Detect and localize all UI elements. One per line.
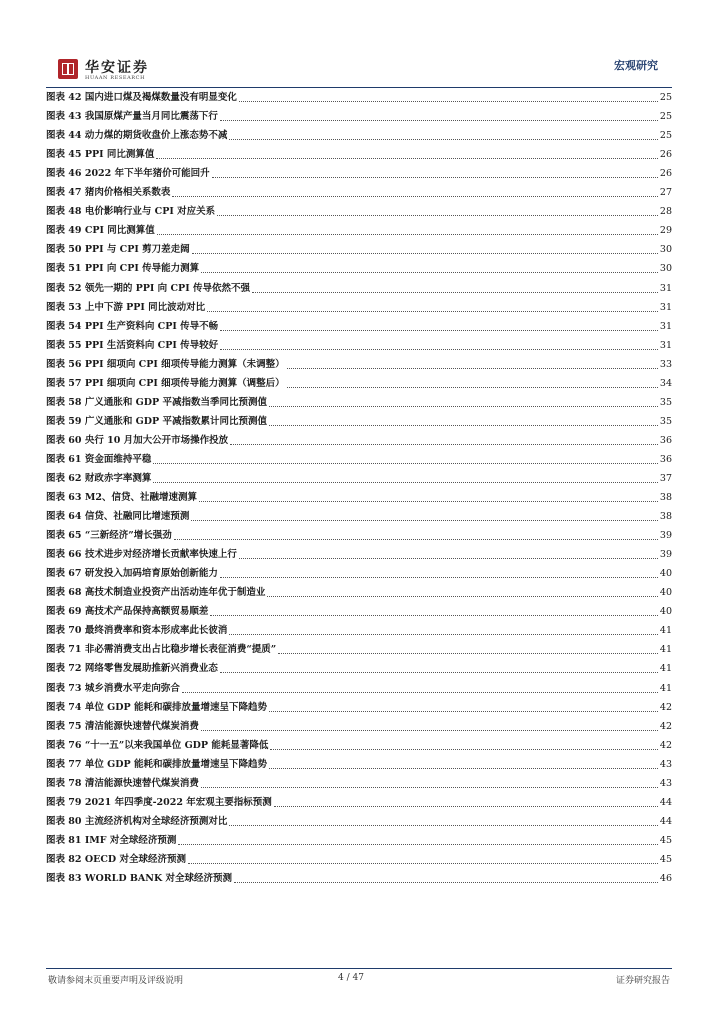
toc-dot-leader bbox=[267, 595, 658, 597]
toc-entry[interactable] bbox=[46, 374, 672, 393]
toc-dot-leader bbox=[201, 786, 658, 788]
toc-entry-page[interactable]: 31 bbox=[659, 301, 672, 313]
toc-entry-label[interactable]: 图表 43 我国原煤产量当月同比震荡下行 bbox=[46, 111, 218, 123]
toc-entry-label[interactable]: 图表 52 领先一期的 PPI 向 CPI 传导依然不强 bbox=[46, 282, 250, 294]
toc-entry[interactable] bbox=[46, 355, 672, 374]
toc-entry-label[interactable]: 图表 63 M2、信贷、社融增速测算 bbox=[46, 492, 197, 504]
toc-entry-label[interactable]: 图表 73 城乡消费水平走向弥合 bbox=[46, 682, 180, 694]
toc-entry-page[interactable]: 30 bbox=[659, 263, 672, 275]
toc-dot-leader bbox=[269, 405, 658, 407]
toc-entry-label[interactable]: 图表 51 PPI 向 CPI 传导能力测算 bbox=[46, 263, 200, 275]
logo-seal-icon bbox=[58, 59, 78, 79]
toc-dot-leader bbox=[201, 729, 658, 731]
toc-dot-leader bbox=[212, 176, 658, 178]
toc-entry-label[interactable]: 图表 83 WORLD BANK 对全球经济预测 bbox=[46, 872, 233, 884]
toc-entry-label[interactable]: 图表 54 PPI 生产资料向 CPI 传导不畅 bbox=[46, 320, 219, 332]
toc-dot-leader bbox=[229, 633, 658, 635]
toc-entry-page[interactable]: 41 bbox=[659, 663, 672, 675]
table-of-figures bbox=[46, 88, 672, 888]
toc-entry-page[interactable]: 41 bbox=[659, 682, 672, 694]
toc-entry-label[interactable]: 图表 42 国内进口煤及褐煤数量没有明显变化 bbox=[46, 92, 237, 104]
toc-dot-leader bbox=[234, 881, 658, 883]
toc-entry[interactable] bbox=[46, 393, 672, 412]
toc-entry[interactable] bbox=[46, 736, 672, 755]
toc-entry-page[interactable]: 42 bbox=[659, 701, 672, 713]
toc-entry-page[interactable]: 31 bbox=[659, 339, 672, 351]
toc-dot-leader bbox=[201, 271, 658, 273]
toc-dot-leader bbox=[220, 348, 658, 350]
footer-report-type: 证券研究报告 bbox=[615, 976, 670, 986]
toc-entry-label[interactable]: 图表 74 单位 GDP 能耗和碳排放量增速呈下降趋势 bbox=[46, 701, 267, 713]
toc-entry-label[interactable]: 图表 68 高技术制造业投资产出活动连年优于制造业 bbox=[46, 587, 266, 599]
toc-entry-label[interactable]: 图表 55 PPI 生活资料向 CPI 传导较好 bbox=[46, 339, 219, 351]
toc-entry[interactable] bbox=[46, 336, 672, 355]
toc-entry-page[interactable]: 25 bbox=[659, 92, 672, 104]
toc-entry-page[interactable]: 34 bbox=[659, 377, 672, 389]
toc-dot-leader bbox=[287, 386, 658, 388]
footer-disclaimer: 敬请参阅末页重要声明及评级说明 bbox=[48, 976, 184, 986]
toc-entry-page[interactable]: 26 bbox=[659, 149, 672, 161]
toc-entry-page[interactable]: 45 bbox=[659, 834, 672, 846]
toc-entry[interactable] bbox=[46, 259, 672, 278]
toc-entry-label[interactable]: 图表 59 广义通胀和 GDP 平减指数累计同比预测值 bbox=[46, 415, 267, 427]
toc-dot-leader bbox=[217, 214, 658, 216]
toc-entry[interactable] bbox=[46, 488, 672, 507]
toc-entry[interactable] bbox=[46, 317, 672, 336]
toc-entry-label[interactable]: 图表 67 研发投入加码培育原始创新能力 bbox=[46, 568, 218, 580]
toc-entry[interactable] bbox=[46, 774, 672, 793]
toc-entry[interactable] bbox=[46, 298, 672, 317]
toc-entry-page[interactable]: 39 bbox=[659, 549, 672, 561]
toc-entry[interactable] bbox=[46, 183, 672, 202]
toc-entry-page[interactable]: 29 bbox=[659, 225, 672, 237]
toc-entry[interactable] bbox=[46, 412, 672, 431]
toc-entry[interactable] bbox=[46, 640, 672, 659]
toc-entry-label[interactable]: 图表 45 PPI 同比测算值 bbox=[46, 149, 155, 161]
toc-entry[interactable] bbox=[46, 869, 672, 888]
toc-entry-label[interactable]: 图表 79 2021 年四季度-2022 年宏观主要指标预测 bbox=[46, 796, 272, 808]
toc-entry-page[interactable]: 40 bbox=[659, 568, 672, 580]
toc-dot-leader bbox=[153, 462, 658, 464]
toc-entry[interactable] bbox=[46, 583, 672, 602]
toc-entry-label[interactable]: 图表 66 技术进步对经济增长贡献率快速上行 bbox=[46, 549, 237, 561]
toc-entry-label[interactable]: 图表 69 高技术产品保持高额贸易顺差 bbox=[46, 606, 209, 618]
toc-entry-page[interactable]: 36 bbox=[659, 453, 672, 465]
toc-entry-page[interactable]: 26 bbox=[659, 168, 672, 180]
toc-dot-leader bbox=[172, 195, 658, 197]
toc-entry-label[interactable]: 图表 72 网络零售发展助推新兴消费业态 bbox=[46, 663, 218, 675]
toc-entry-label[interactable]: 图表 75 清洁能源快速替代煤炭消费 bbox=[46, 720, 199, 732]
toc-dot-leader bbox=[192, 252, 658, 254]
toc-dot-leader bbox=[269, 424, 658, 426]
toc-entry[interactable] bbox=[46, 793, 672, 812]
toc-entry[interactable] bbox=[46, 221, 672, 240]
toc-entry[interactable] bbox=[46, 850, 672, 869]
toc-dot-leader bbox=[220, 329, 658, 331]
toc-entry[interactable] bbox=[46, 698, 672, 717]
toc-entry[interactable] bbox=[46, 602, 672, 621]
toc-dot-leader bbox=[178, 843, 658, 845]
toc-entry[interactable] bbox=[46, 107, 672, 126]
toc-entry-label[interactable]: 图表 50 PPI 与 CPI 剪刀差走阔 bbox=[46, 244, 190, 256]
toc-entry-page[interactable]: 31 bbox=[659, 282, 672, 294]
toc-entry[interactable] bbox=[46, 202, 672, 221]
toc-entry-label[interactable]: 图表 71 非必需消费支出占比稳步增长表征消费“提质” bbox=[46, 644, 277, 656]
toc-dot-leader bbox=[270, 748, 658, 750]
toc-entry[interactable] bbox=[46, 145, 672, 164]
toc-entry-page[interactable]: 27 bbox=[659, 187, 672, 199]
toc-dot-leader bbox=[239, 557, 658, 559]
toc-dot-leader bbox=[207, 310, 658, 312]
toc-dot-leader bbox=[156, 157, 658, 159]
toc-entry-label[interactable]: 图表 81 IMF 对全球经济预测 bbox=[46, 834, 177, 846]
toc-entry-page[interactable]: 37 bbox=[659, 472, 672, 484]
toc-entry[interactable] bbox=[46, 126, 672, 145]
toc-entry-label[interactable]: 图表 62 财政赤字率测算 bbox=[46, 472, 152, 484]
toc-entry-page[interactable]: 35 bbox=[659, 396, 672, 408]
toc-entry[interactable] bbox=[46, 507, 672, 526]
toc-dot-leader bbox=[239, 100, 658, 102]
toc-entry-label[interactable]: 图表 47 猪肉价格相关系数表 bbox=[46, 187, 171, 199]
toc-entry[interactable] bbox=[46, 564, 672, 583]
toc-entry-label[interactable]: 图表 53 上中下游 PPI 同比波动对比 bbox=[46, 301, 206, 313]
footer-page-number: 4 / 47 bbox=[338, 973, 364, 983]
toc-entry-label[interactable]: 图表 82 OECD 对全球经济预测 bbox=[46, 853, 186, 865]
toc-entry-page[interactable]: 41 bbox=[659, 644, 672, 656]
toc-entry-label[interactable]: 图表 77 单位 GDP 能耗和碳排放量增速呈下降趋势 bbox=[46, 758, 267, 770]
toc-entry-label[interactable]: 图表 80 主流经济机构对全球经济预测对比 bbox=[46, 815, 228, 827]
toc-dot-leader bbox=[274, 805, 658, 807]
page-header bbox=[46, 53, 672, 88]
toc-entry-label[interactable]: 图表 48 电价影响行业与 CPI 对应关系 bbox=[46, 206, 216, 218]
toc-entry[interactable] bbox=[46, 164, 672, 183]
toc-dot-leader bbox=[199, 500, 658, 502]
toc-dot-leader bbox=[287, 367, 658, 369]
toc-entry[interactable] bbox=[46, 831, 672, 850]
toc-dot-leader bbox=[269, 767, 658, 769]
toc-entry-page[interactable]: 44 bbox=[659, 796, 672, 808]
toc-entry[interactable] bbox=[46, 717, 672, 736]
toc-entry[interactable] bbox=[46, 755, 672, 774]
toc-entry[interactable] bbox=[46, 450, 672, 469]
toc-dot-leader bbox=[188, 862, 658, 864]
toc-dot-leader bbox=[153, 481, 658, 483]
toc-entry-page[interactable]: 25 bbox=[659, 130, 672, 142]
toc-dot-leader bbox=[230, 443, 658, 445]
toc-entry-page[interactable]: 38 bbox=[659, 492, 672, 504]
toc-entry-label[interactable]: 图表 58 广义通胀和 GDP 平减指数当季同比预测值 bbox=[46, 396, 267, 408]
toc-entry-page[interactable]: 41 bbox=[659, 625, 672, 637]
toc-entry[interactable] bbox=[46, 678, 672, 697]
toc-dot-leader bbox=[252, 291, 658, 293]
toc-entry-label[interactable]: 图表 60 央行 10 月加大公开市场操作投放 bbox=[46, 434, 229, 446]
toc-entry-page[interactable]: 40 bbox=[659, 587, 672, 599]
toc-entry-label[interactable]: 图表 64 信贷、社融同比增速预测 bbox=[46, 511, 190, 523]
toc-entry[interactable] bbox=[46, 88, 672, 107]
toc-entry-page[interactable]: 28 bbox=[659, 206, 672, 218]
toc-entry-label[interactable]: 图表 61 资金面维持平稳 bbox=[46, 453, 152, 465]
toc-entry-label[interactable]: 图表 65 “三新经济”增长强劲 bbox=[46, 530, 172, 542]
toc-dot-leader bbox=[182, 691, 658, 693]
toc-dot-leader bbox=[220, 119, 658, 121]
toc-entry-label[interactable]: 图表 76 “十一五”以来我国单位 GDP 能耗显著降低 bbox=[46, 739, 269, 751]
page-footer bbox=[46, 968, 672, 986]
toc-dot-leader bbox=[229, 824, 658, 826]
toc-dot-leader bbox=[220, 671, 658, 673]
toc-entry-page[interactable]: 35 bbox=[659, 415, 672, 427]
toc-entry-label[interactable]: 图表 56 PPI 细项向 CPI 细项传导能力测算（未调整） bbox=[46, 358, 285, 370]
company-logo bbox=[58, 57, 168, 85]
toc-entry[interactable] bbox=[46, 431, 672, 450]
toc-entry[interactable] bbox=[46, 812, 672, 831]
toc-entry-page[interactable]: 36 bbox=[659, 434, 672, 446]
toc-entry[interactable] bbox=[46, 240, 672, 259]
toc-entry-page[interactable]: 43 bbox=[659, 758, 672, 770]
toc-dot-leader bbox=[174, 538, 658, 540]
toc-entry-page[interactable]: 45 bbox=[659, 853, 672, 865]
toc-entry-page[interactable]: 30 bbox=[659, 244, 672, 256]
toc-dot-leader bbox=[191, 519, 658, 521]
toc-entry-page[interactable]: 43 bbox=[659, 777, 672, 789]
toc-entry-page[interactable]: 33 bbox=[659, 358, 672, 370]
toc-dot-leader bbox=[157, 233, 658, 235]
logo-text-cn: 华安证券 bbox=[85, 60, 149, 76]
toc-dot-leader bbox=[210, 614, 658, 616]
toc-entry[interactable] bbox=[46, 621, 672, 640]
section-title: 宏观研究 bbox=[614, 59, 658, 72]
toc-entry-page[interactable]: 31 bbox=[659, 320, 672, 332]
toc-entry-page[interactable]: 25 bbox=[659, 111, 672, 123]
toc-entry-label[interactable]: 图表 70 最终消费率和资本形成率此长彼消 bbox=[46, 625, 228, 637]
toc-entry[interactable] bbox=[46, 545, 672, 564]
toc-entry-label[interactable]: 图表 49 CPI 同比测算值 bbox=[46, 225, 155, 237]
toc-entry-page[interactable]: 42 bbox=[659, 739, 672, 751]
toc-entry-page[interactable]: 40 bbox=[659, 606, 672, 618]
toc-entry-label[interactable]: 图表 78 清洁能源快速替代煤炭消费 bbox=[46, 777, 199, 789]
toc-entry-label[interactable]: 图表 57 PPI 细项向 CPI 细项传导能力测算（调整后） bbox=[46, 377, 285, 389]
toc-entry[interactable] bbox=[46, 659, 672, 678]
toc-entry[interactable] bbox=[46, 469, 672, 488]
toc-entry-page[interactable]: 38 bbox=[659, 511, 672, 523]
toc-entry-page[interactable]: 44 bbox=[659, 815, 672, 827]
toc-dot-leader bbox=[220, 576, 658, 578]
toc-dot-leader bbox=[229, 138, 658, 140]
toc-entry-page[interactable]: 39 bbox=[659, 530, 672, 542]
toc-dot-leader bbox=[269, 710, 658, 712]
toc-entry[interactable] bbox=[46, 526, 672, 545]
toc-entry-label[interactable]: 图表 46 2022 年下半年猪价可能回升 bbox=[46, 168, 210, 180]
toc-entry-label[interactable]: 图表 44 动力煤的期货收盘价上涨态势不减 bbox=[46, 130, 228, 142]
toc-dot-leader bbox=[278, 652, 658, 654]
toc-entry[interactable] bbox=[46, 278, 672, 297]
logo-text-en: HUAAN RESEARCH bbox=[85, 75, 146, 81]
toc-entry-page[interactable]: 42 bbox=[659, 720, 672, 732]
toc-entry-page[interactable]: 46 bbox=[659, 872, 672, 884]
